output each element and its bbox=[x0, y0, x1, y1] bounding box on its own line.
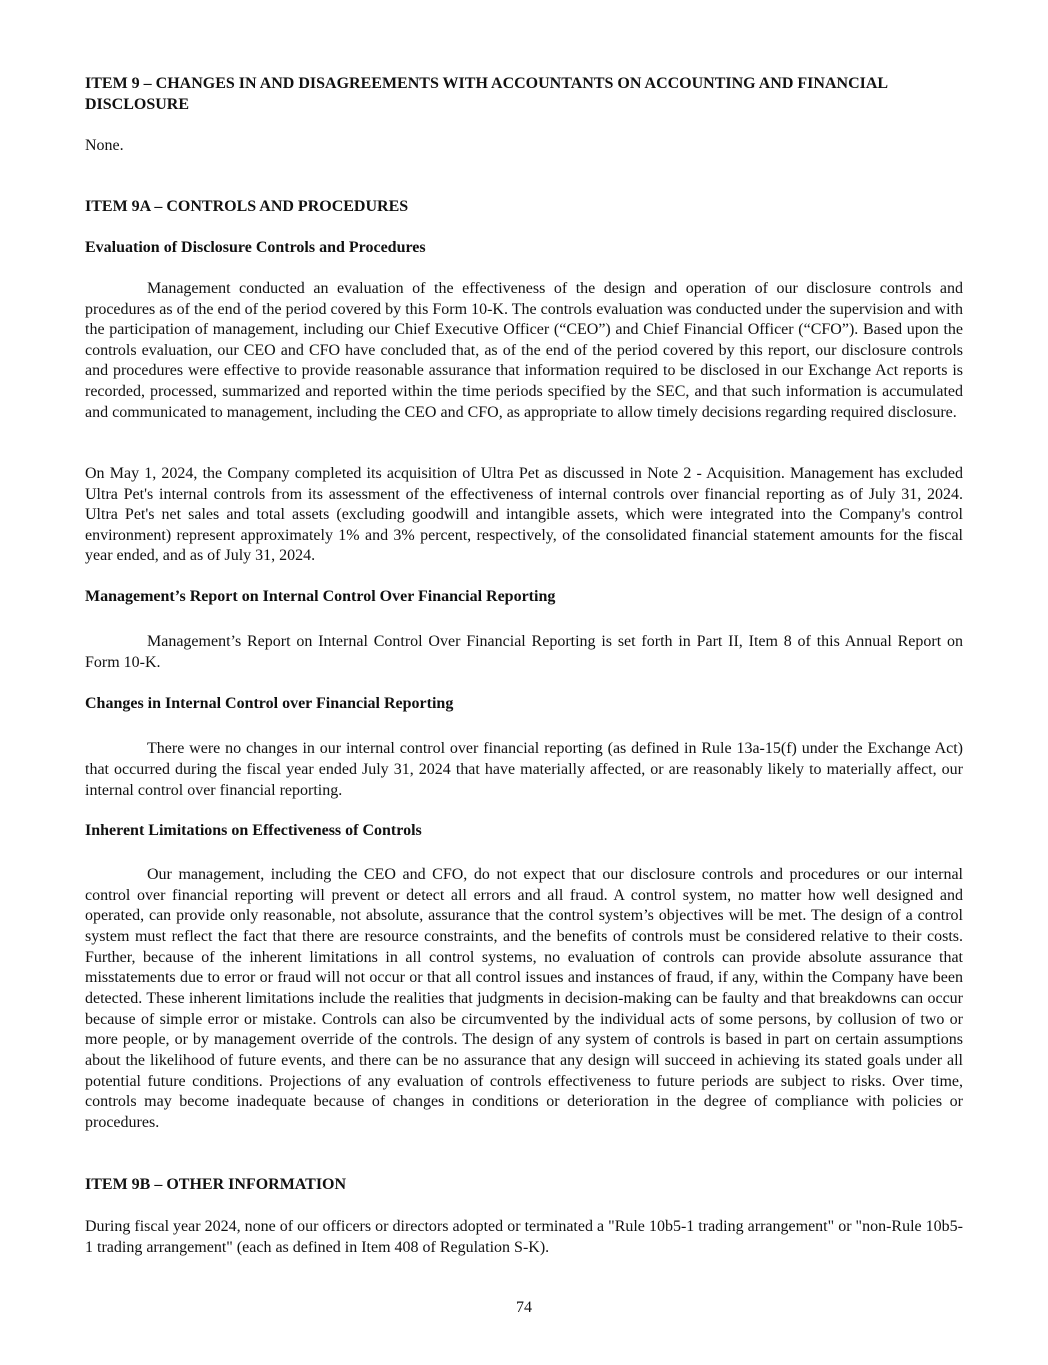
item-9-body: None. bbox=[85, 137, 124, 154]
evaluation-paragraph: Management conducted an evaluation of the effectiveness of the design and operation of our disclosure controls and procedures as of the end of the period covered by this Form 10-K. The controls evaluation was conducted under the supervision and with the participation of management, including our Chief Executive Officer (“CEO”) and Chief Financial Officer (“CFO”). Based upon the controls evaluation, our CEO and CFO have concluded that, as of the end of the period covered by this report, our disclosure controls and procedures were effective to provide reasonable assurance that information required to be disclosed in our Exchange Act reports is recorded, processed, summarized and reported within the time periods specified by the SEC, and that such information is accumulated and communicated to management, including the CEO and CFO, as appropriate to allow timely decisions regarding required disclosure. bbox=[85, 280, 963, 421]
acquisition-paragraph: On May 1, 2024, the Company completed its acquisition of Ultra Pet as discussed in Note 2 - Acquisition. Management has excluded Ultra Pet's internal controls from its assessment of the effectiveness of internal controls over financial reporting as of July 31, 2024. Ultra Pet's net sales and total assets (excluding goodwill and intangible assets, which were integrated into the Company's control environment) represent approximately 1% and 3% percent, respectively, of the consolidated financial statement amounts for the fiscal year ended, and as of July 31, 2024. bbox=[85, 465, 963, 565]
changes-paragraph: There were no changes in our internal control over financial reporting (as defined in Rule 13a-15(f) under the Exchange Act) that occurred during the fiscal year ended July 31, 2024 that have materially affected, or are reasonably likely to materially affect, our internal control over financial reporting. bbox=[85, 740, 963, 799]
evaluation-heading: Evaluation of Disclosure Controls and Procedures bbox=[85, 239, 426, 256]
page-number: 74 bbox=[516, 1299, 532, 1316]
changes-heading: Changes in Internal Control over Financial Reporting bbox=[85, 695, 454, 712]
item-9a-heading: ITEM 9A – CONTROLS AND PROCEDURES bbox=[85, 198, 409, 215]
management-report-paragraph: Management’s Report on Internal Control Over Financial Reporting is set forth in Part II, Item 8 of this Annual Report on Form 10-K. bbox=[85, 633, 963, 671]
item-9-heading: ITEM 9 – CHANGES IN AND DISAGREEMENTS WITH ACCOUNTANTS ON ACCOUNTING AND FINANCIAL DISCLOSURE bbox=[85, 75, 888, 113]
management-report-heading: Management’s Report on Internal Control Over Financial Reporting bbox=[85, 588, 556, 605]
item-9b-heading: ITEM 9B – OTHER INFORMATION bbox=[85, 1176, 347, 1193]
inherent-limitations-heading: Inherent Limitations on Effectiveness of Controls bbox=[85, 822, 422, 839]
inherent-limitations-paragraph: Our management, including the CEO and CFO, do not expect that our disclosure controls and procedures or our internal control over financial reporting will prevent or detect all errors and all fraud. A control system, no matter how well designed and operated, can provide only reasonable, not absolute, assurance that the control system’s objectives will be met. The design of a control system must reflect the fact that there are resource constraints, and the benefits of controls must be considered relative to their costs. Further, because of the inherent limitations in all control systems, no evaluation of controls can provide absolute assurance that misstatements due to error or fraud will not occur or that all control issues and instances of fraud, if any, within the Company have been detected. These inherent limitations include the realities that judgments in decision-making can be faulty and that breakdowns can occur because of simple error or mistake. Controls can also be circumvented by the individual acts of some persons, by collusion of two or more people, or by management override of the controls. The design of any system of controls is based in part on certain assumptions about the likelihood of future events, and there can be no assurance that any design will succeed in achieving its stated goals under all potential future conditions. Projections of any evaluation of controls effectiveness to future periods are subject to risks. Over time, controls may become inadequate because of changes in conditions or deterioration in the degree of compliance with policies or procedures. bbox=[85, 866, 963, 1132]
item-9b-paragraph: During fiscal year 2024, none of our officers or directors adopted or terminated a "Rule 10b5-1 trading arrangement" or "non-Rule 10b5-1 trading arrangement" (each as defined in Item 408 of Regulation S-K). bbox=[85, 1218, 963, 1256]
